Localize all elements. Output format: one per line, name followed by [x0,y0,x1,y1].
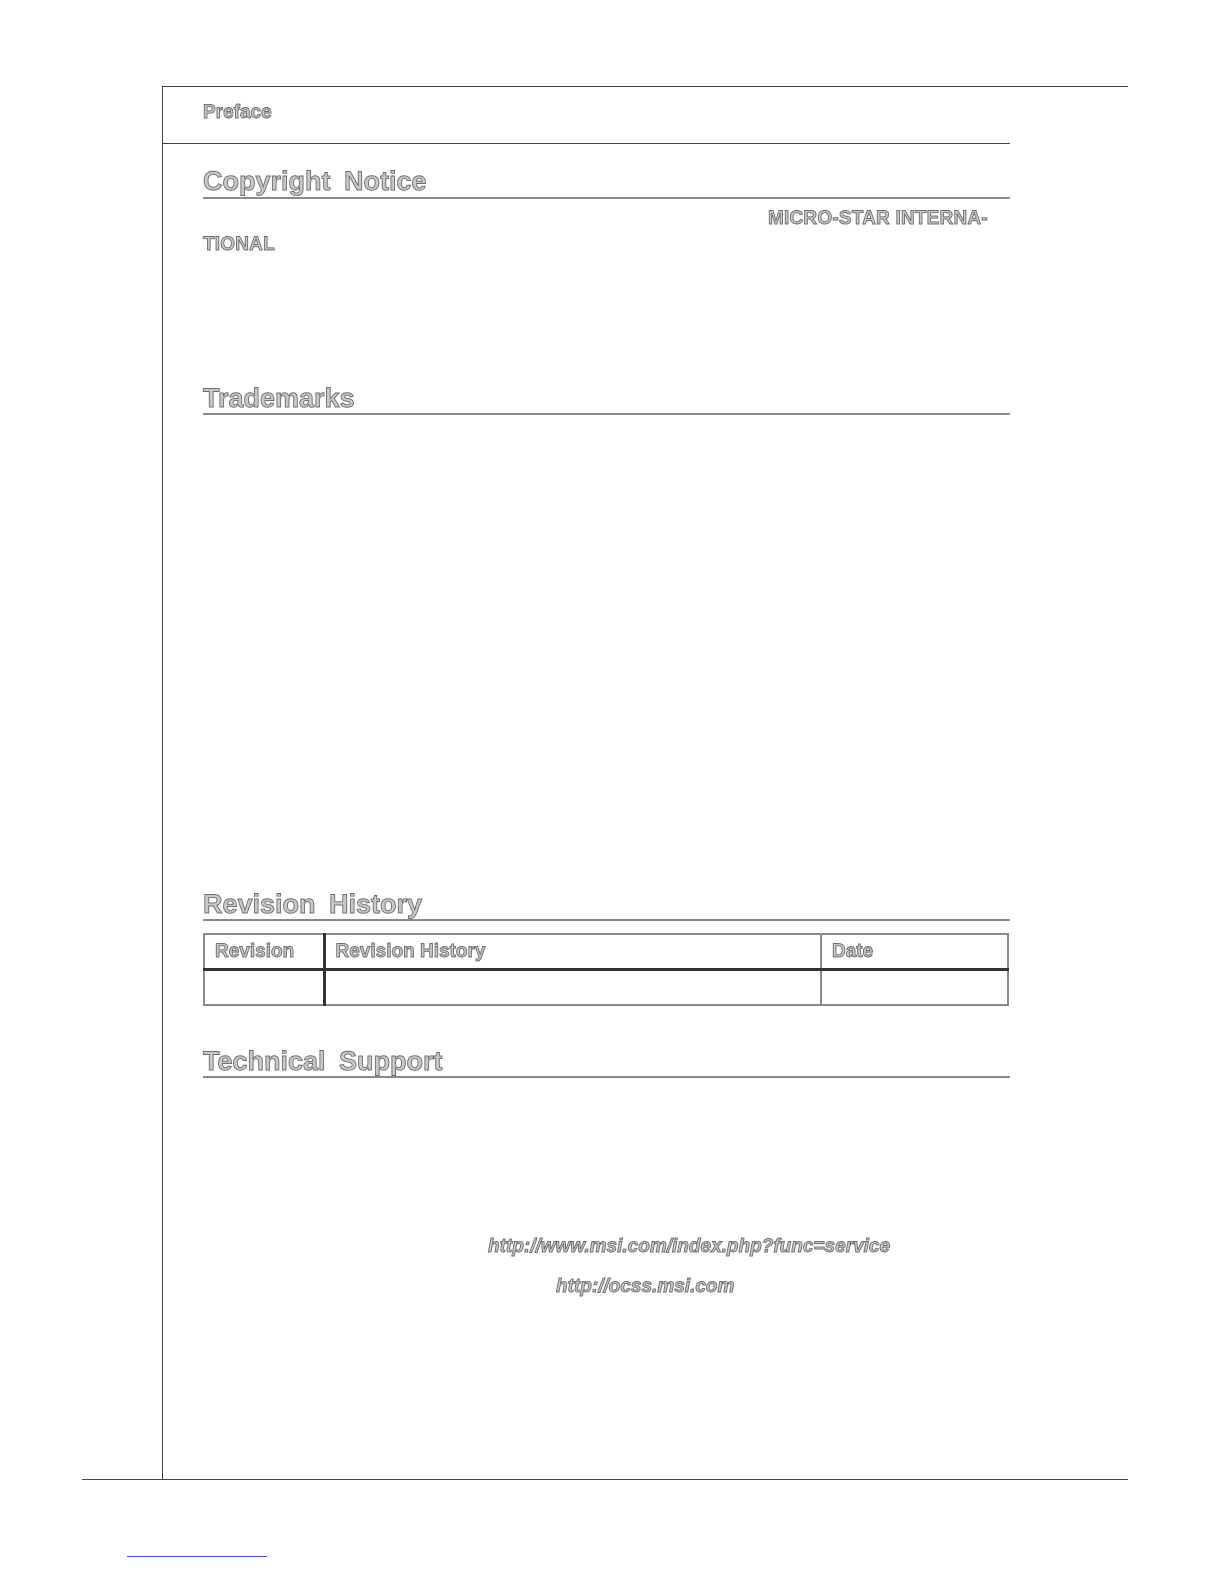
bottom-link-underline [127,1556,267,1557]
service-url-link[interactable]: http://www.msi.com/index.php?func=service [488,1236,891,1257]
company-name-part2: TIONAL [203,234,275,255]
running-header: Preface [203,102,272,123]
technical-support-rule [203,1076,1010,1078]
ocss-url-link[interactable]: http://ocss.msi.com [556,1276,735,1297]
technical-support-title: Technical Support [203,1046,443,1076]
copyright-rule [203,197,1010,199]
trademarks-title: Trademarks [203,383,355,413]
header-rule [162,143,1010,144]
table-header-row [204,934,1008,970]
copyright-title: Copyright Notice [203,166,427,196]
column-header-date: Date [821,934,1008,970]
cell-revision [204,970,324,1006]
company-name-part1: MICRO-STAR INTERNA- [768,208,988,229]
cell-revision-history [324,970,821,1006]
page-frame-top-rule [162,86,1128,87]
cell-date [821,970,1008,1006]
revision-history-table [203,933,1009,1006]
column-header-revision-history: Revision History [324,934,821,970]
revision-history-rule [203,919,1010,921]
page-frame-left-rule [162,86,163,1479]
footer-rule [82,1479,1128,1480]
trademarks-rule [203,413,1010,415]
column-header-revision: Revision [204,934,324,970]
revision-history-title: Revision History [203,889,423,919]
table-row [204,970,1008,1006]
